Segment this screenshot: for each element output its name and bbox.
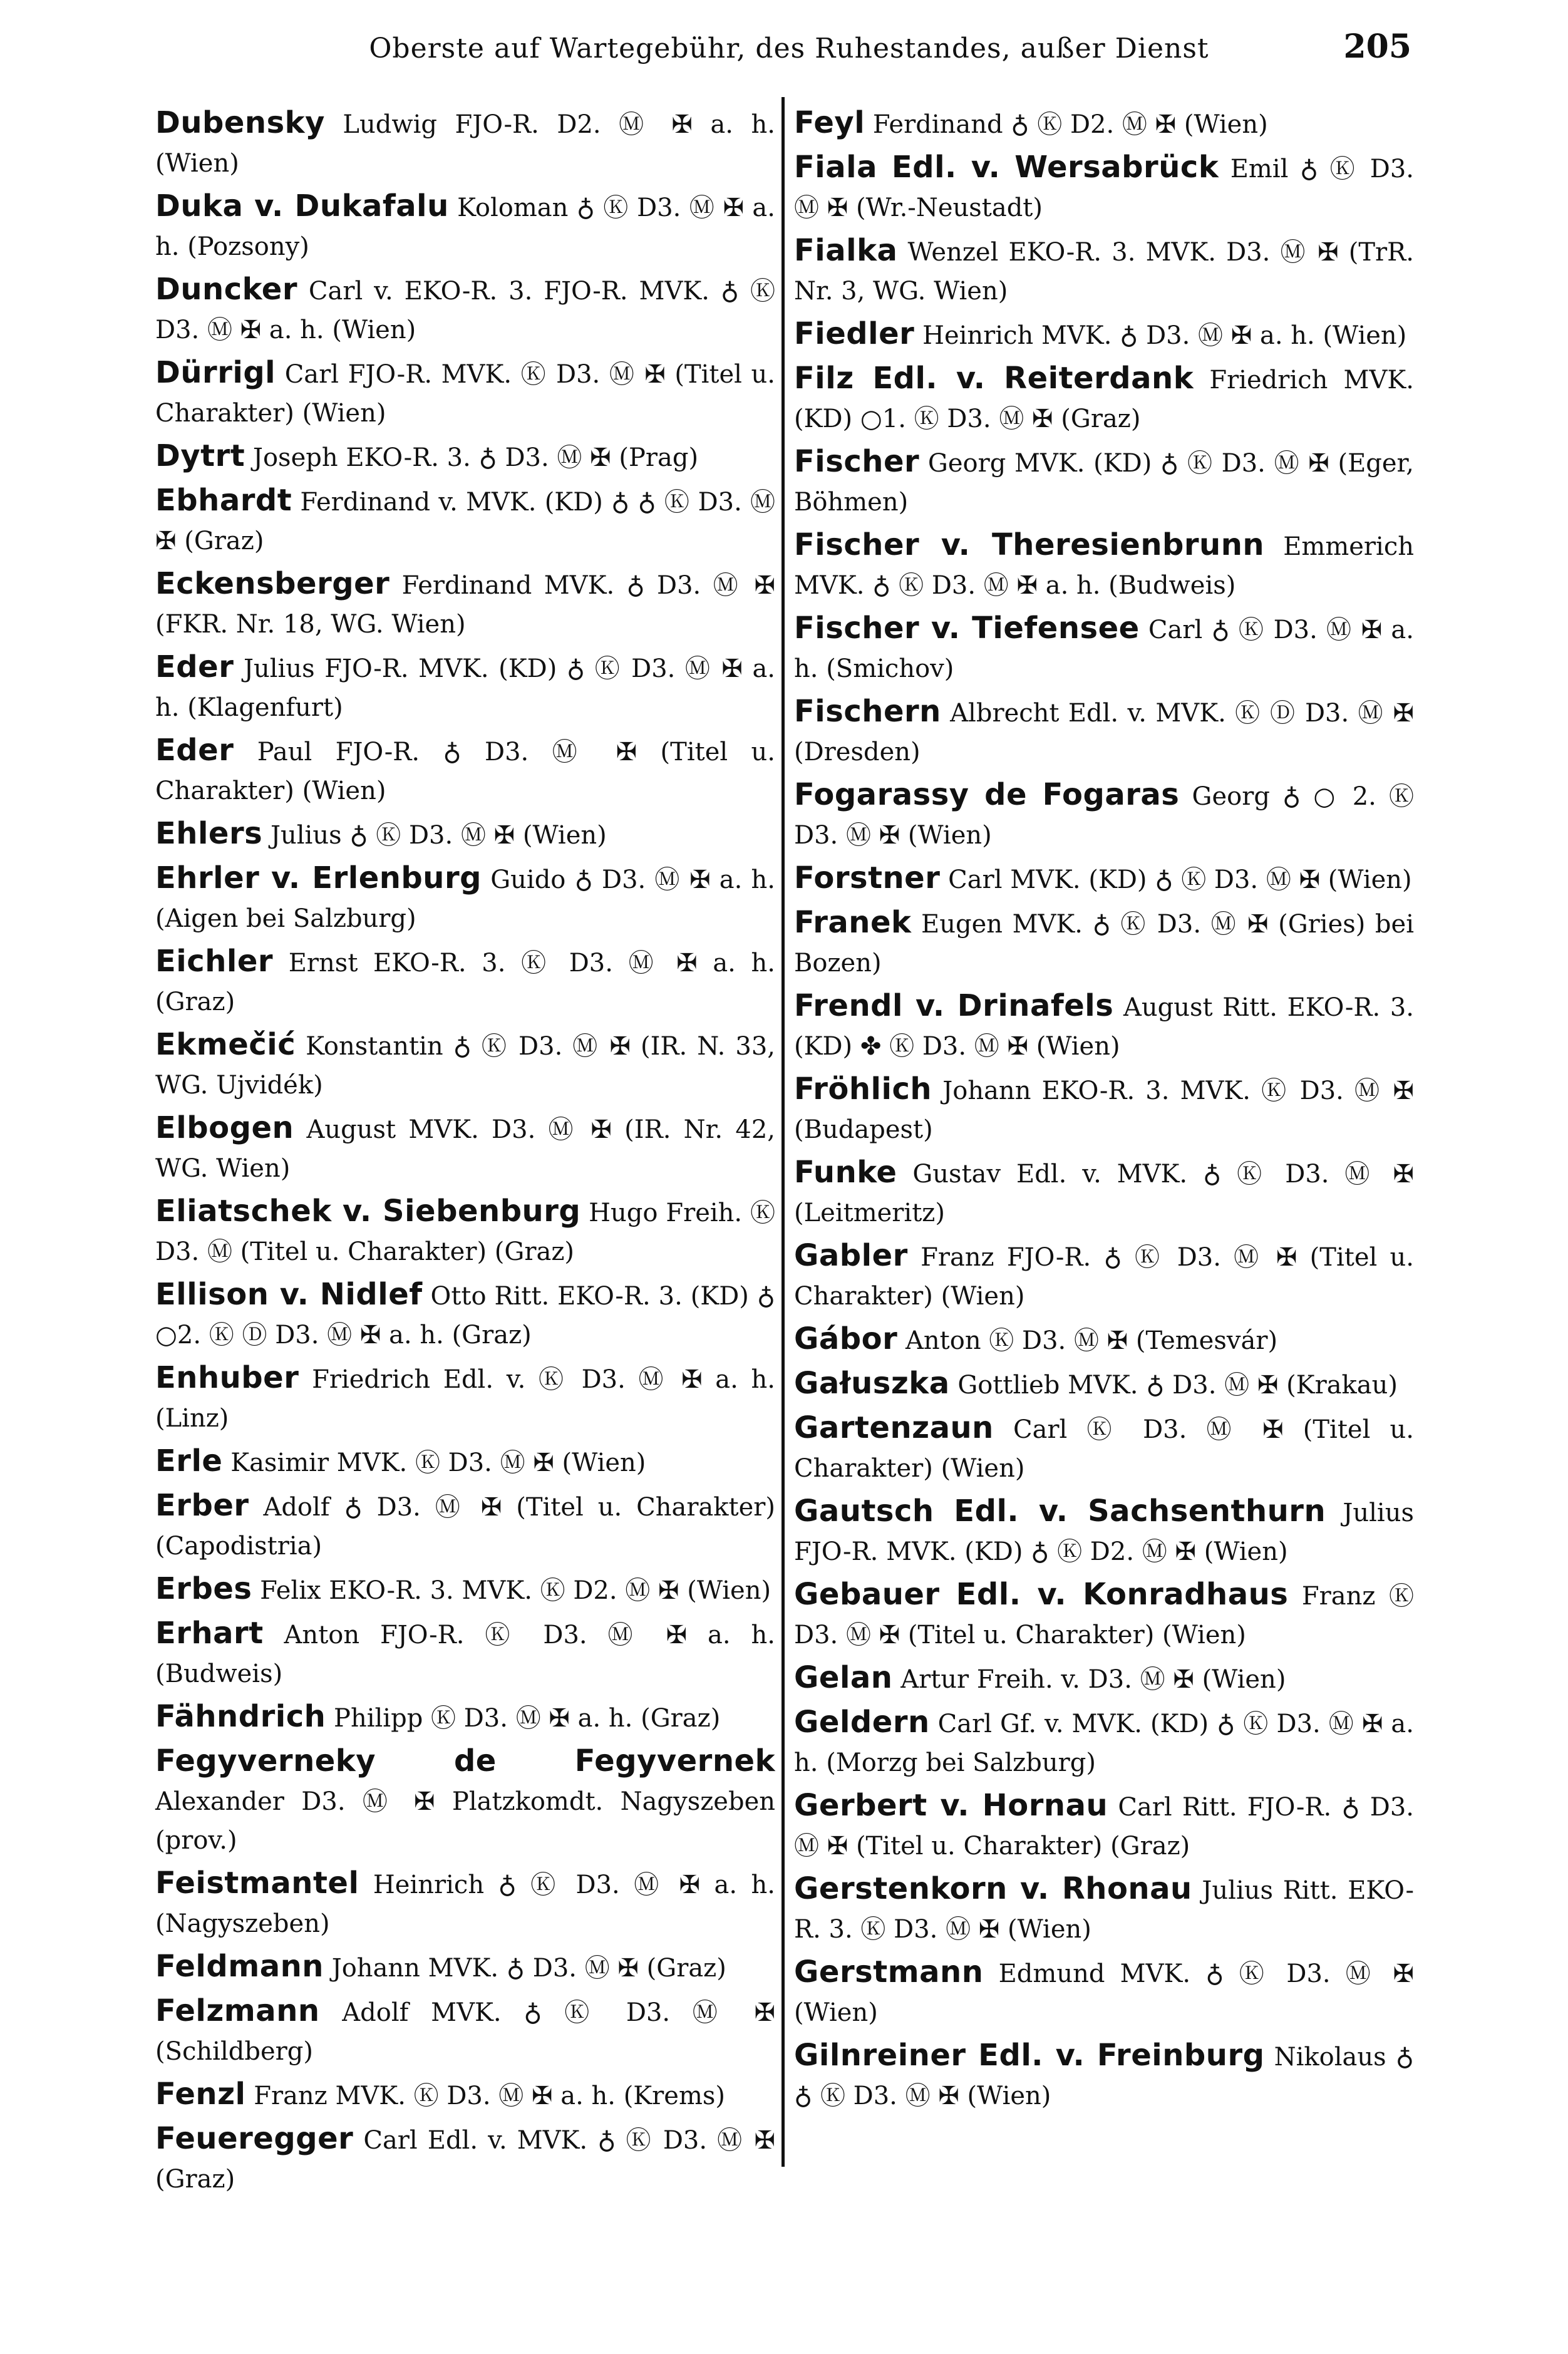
directory-entry — [155, 1864, 775, 1943]
entry-details: Friedrich Edl. v. Ⓚ D3. Ⓜ ✠ a. h. (Linz) — [155, 1365, 775, 1433]
entry-surname: Gerstenkorn v. Rhonau — [794, 1871, 1192, 1906]
entry-surname: Feueregger — [155, 2121, 354, 2156]
entry-details: Artur Freih. v. D3. Ⓜ ✠ (Wien) — [900, 1665, 1286, 1694]
entry-details: Kasimir MVK. Ⓚ D3. Ⓜ ✠ (Wien) — [230, 1448, 646, 1477]
directory-entry — [155, 859, 775, 938]
entry-details: Carl Ritt. FJO-R. ♁ D3. Ⓜ ✠ (Titel u. Charakter) (Graz) — [794, 1793, 1414, 1861]
entry-surname: Fröhlich — [794, 1071, 932, 1107]
directory-entry — [155, 1025, 775, 1105]
entry-surname: Ehlers — [155, 816, 263, 851]
entry-details: Emil ♁ Ⓚ D3. Ⓜ ✠ (Wr.-Neustadt) — [794, 155, 1414, 222]
entry-surname: Gelan — [794, 1660, 893, 1695]
directory-entry — [155, 2119, 775, 2199]
directory-entry — [794, 1869, 1414, 1949]
directory-entry — [794, 103, 1414, 144]
entry-surname: Elbogen — [155, 1110, 294, 1145]
entry-surname: Forstner — [794, 860, 941, 896]
entry-surname: Feistmantel — [155, 1866, 359, 1901]
entry-surname: Fiedler — [794, 316, 915, 351]
directory-entry — [155, 1742, 775, 1860]
entry-surname: Fogarassy de Fogaras — [794, 777, 1180, 812]
entry-surname: Filz Edl. v. Reiterdank — [794, 361, 1194, 396]
entry-details: Johann EKO-R. 3. MVK. Ⓚ D3. Ⓜ ✠ (Budapest) — [794, 1076, 1414, 1144]
entry-details: Felix EKO-R. 3. MVK. Ⓚ D2. Ⓜ ✠ (Wien) — [260, 1576, 771, 1605]
entry-surname: Feyl — [794, 105, 865, 140]
directory-entry — [794, 148, 1414, 227]
directory-entry — [155, 648, 775, 727]
directory-entry — [794, 1236, 1414, 1316]
entry-details: Johann MVK. ♁ D3. Ⓜ ✠ (Graz) — [331, 1954, 726, 1983]
entry-details: Nikolaus ♁ ♁ Ⓚ D3. Ⓜ ✠ (Wien) — [794, 2043, 1415, 2110]
directory-entry — [155, 1614, 775, 1693]
entry-details: Heinrich ♁ Ⓚ D3. Ⓜ ✠ a. h. (Nagyszeben) — [155, 1871, 775, 1938]
entry-surname: Eichler — [155, 944, 274, 979]
entry-surname: Duka v. Dukafalu — [155, 188, 449, 224]
entry-details: Gottlieb MVK. ♁ D3. Ⓜ ✠ (Krakau) — [957, 1371, 1398, 1400]
entry-details: Gustav Edl. v. MVK. ♁ Ⓚ D3. Ⓜ ✠ (Leitmeritz) — [794, 1160, 1414, 1227]
entry-details: Franz MVK. Ⓚ D3. Ⓜ ✠ a. h. (Krems) — [254, 2082, 726, 2110]
directory-entry — [794, 1658, 1414, 1699]
entry-surname: Gautsch Edl. v. Sachsenthurn — [794, 1494, 1326, 1529]
entry-surname: Dubensky — [155, 105, 325, 140]
directory-entry — [794, 609, 1414, 688]
directory-entry — [155, 270, 775, 349]
directory-entry — [155, 814, 775, 855]
directory-entry — [155, 1275, 775, 1355]
entry-surname: Ehrler v. Erlenburg — [155, 860, 482, 896]
entry-details: August MVK. D3. Ⓜ ✠ (IR. Nr. 42, WG. Wien) — [155, 1115, 776, 1183]
entry-surname: Franek — [794, 905, 912, 940]
entry-surname: Gebauer Edl. v. Konradhaus — [794, 1577, 1289, 1612]
directory-entry — [155, 731, 775, 810]
entry-details: Anton Ⓚ D3. Ⓜ ✠ (Temesvár) — [905, 1326, 1278, 1355]
entry-details: Emmerich MVK. ♁ Ⓚ D3. Ⓜ ✠ a. h. (Budweis) — [794, 532, 1415, 600]
right-column — [794, 103, 1414, 2119]
left-column — [155, 103, 775, 2202]
directory-entry — [155, 481, 775, 560]
entry-surname: Gilnreiner Edl. v. Freinburg — [794, 2038, 1265, 2073]
entry-surname: Erhart — [155, 1616, 264, 1651]
entry-surname: Eder — [155, 733, 234, 768]
entry-surname: Fiala Edl. v. Wersabrück — [794, 150, 1219, 185]
directory-entry — [794, 442, 1414, 522]
directory-entry — [794, 1319, 1414, 1360]
entry-details: Carl v. EKO-R. 3. FJO-R. MVK. ♁ Ⓚ D3. Ⓜ ✠ a. h. (Wien) — [155, 277, 775, 344]
directory-entry — [794, 692, 1414, 772]
entry-details: Ferdinand v. MVK. (KD) ♁ ♁ Ⓚ D3. Ⓜ ✠ (Graz) — [155, 488, 776, 555]
entry-details: Anton FJO-R. Ⓚ D3. Ⓜ ✠ a. h. (Budweis) — [155, 1621, 775, 1688]
entry-surname: Fischer v. Tiefensee — [794, 611, 1140, 646]
entry-surname: Fischer v. Theresienbrunn — [794, 527, 1265, 562]
entry-details: Ferdinand ♁ Ⓚ D2. Ⓜ ✠ (Wien) — [872, 110, 1268, 139]
entry-details: August Ritt. EKO-R. 3. (KD) ✤ Ⓚ D3. Ⓜ ✠ (Wien) — [794, 993, 1415, 1061]
entry-surname: Fähndrich — [155, 1699, 326, 1734]
directory-entry — [794, 231, 1414, 311]
entry-details: Carl MVK. (KD) ♁ Ⓚ D3. Ⓜ ✠ (Wien) — [948, 865, 1412, 894]
entry-surname: Ellison v. Nidlef — [155, 1277, 423, 1312]
entry-surname: Eder — [155, 649, 234, 684]
entry-surname: Gerbert v. Hornau — [794, 1788, 1108, 1823]
entry-surname: Feldmann — [155, 1949, 324, 1984]
entry-details: Wenzel EKO-R. 3. MVK. D3. Ⓜ ✠ (TrR. Nr. 3, WG. Wien) — [794, 238, 1414, 306]
entry-details: Adolf ♁ D3. Ⓜ ✠ (Titel u. Charakter) (Capodistria) — [155, 1493, 775, 1561]
directory-entry — [794, 903, 1414, 983]
directory-entry — [794, 775, 1414, 855]
entry-surname: Gábor — [794, 1321, 898, 1356]
directory-entry — [155, 1108, 775, 1188]
entry-details: Carl FJO-R. MVK. Ⓚ D3. Ⓜ ✠ (Titel u. Charakter) (Wien) — [155, 360, 776, 428]
entry-details: Julius FJO-R. MVK. (KD) ♁ Ⓚ D2. Ⓜ ✠ (Wien) — [794, 1499, 1414, 1566]
entry-details: Franz FJO-R. ♁ Ⓚ D3. Ⓜ ✠ (Titel u. Charakter) (Wien) — [794, 1243, 1414, 1311]
directory-entry — [794, 1070, 1414, 1149]
entry-details: Otto Ritt. EKO-R. 3. (KD) ♁ ○2. Ⓚ Ⓓ D3. Ⓜ ✠ a. h. (Graz) — [155, 1282, 775, 1350]
entry-surname: Ekmečić — [155, 1027, 296, 1062]
directory-entry — [155, 1192, 775, 1271]
entry-surname: Dürrigl — [155, 355, 276, 390]
entry-surname: Fenzl — [155, 2077, 246, 2112]
directory-entry — [155, 2075, 775, 2115]
entry-surname: Ebhardt — [155, 483, 292, 518]
directory-entry — [794, 2036, 1414, 2115]
entry-surname: Duncker — [155, 272, 297, 307]
entry-details: Paul FJO-R. ♁ D3. Ⓜ ✠ (Titel u. Charakter) (Wien) — [155, 738, 775, 805]
column-divider — [781, 97, 785, 2167]
entry-details: Koloman ♁ Ⓚ D3. Ⓜ ✠ a. h. (Pozsony) — [155, 194, 775, 261]
directory-entry — [155, 1442, 775, 1482]
entry-surname: Eliatschek v. Siebenburg — [155, 1194, 581, 1229]
directory-entry — [794, 1492, 1414, 1571]
entry-surname: Fischer — [794, 444, 920, 479]
directory-entry — [155, 564, 775, 644]
entry-surname: Fegyverneky de Fegyvernek — [155, 1743, 775, 1778]
entry-surname: Erber — [155, 1488, 249, 1523]
directory-entry — [794, 525, 1414, 605]
entry-surname: Erbes — [155, 1571, 252, 1606]
directory-entry — [155, 942, 775, 1021]
directory-entry — [155, 1486, 775, 1566]
entry-surname: Felzmann — [155, 1993, 320, 2028]
directory-entry — [794, 1153, 1414, 1232]
entry-surname: Dytrt — [155, 438, 245, 473]
directory-entry — [155, 353, 775, 433]
entry-surname: Eckensberger — [155, 566, 390, 601]
entry-details: Albrecht Edl. v. MVK. Ⓚ Ⓓ D3. Ⓜ ✠ (Dresden) — [794, 699, 1414, 767]
entry-surname: Funke — [794, 1155, 897, 1190]
entry-surname: Erle — [155, 1443, 223, 1479]
directory-entry — [794, 1575, 1414, 1655]
entry-surname: Gartenzaun — [794, 1410, 994, 1445]
entry-details: Julius FJO-R. MVK. (KD) ♁ Ⓚ D3. Ⓜ ✠ a. h. (Klagenfurt) — [155, 654, 776, 722]
directory-entry — [794, 986, 1414, 1066]
directory-entry — [794, 1703, 1414, 1782]
directory-entry — [794, 1408, 1414, 1488]
entry-details: Julius ♁ Ⓚ D3. Ⓜ ✠ (Wien) — [270, 821, 607, 850]
entry-details: Alexander D3. Ⓜ ✠ Platzkomdt. Nagyszeben (prov.) — [155, 1787, 775, 1855]
entry-surname: Fialka — [794, 233, 898, 268]
directory-entry — [155, 103, 775, 183]
directory-entry — [155, 1991, 775, 2071]
entry-surname: Gałuszka — [794, 1366, 950, 1401]
entry-details: Hugo Freih. Ⓚ D3. Ⓜ (Titel u. Charakter) (Graz) — [155, 1199, 776, 1266]
entry-details: Carl ♁ Ⓚ D3. Ⓜ ✠ a. h. (Smichov) — [794, 616, 1414, 683]
entry-details: Ferdinand MVK. ♁ D3. Ⓜ ✠ (FKR. Nr. 18, WG. Wien) — [155, 571, 775, 639]
entry-surname: Frendl v. Drinafels — [794, 988, 1114, 1023]
entry-details: Ludwig FJO-R. D2. Ⓜ ✠ a. h. (Wien) — [155, 110, 775, 178]
entry-surname: Fischern — [794, 694, 941, 729]
directory-entry — [155, 1697, 775, 1738]
directory-entry — [155, 1358, 775, 1438]
entry-details: Eugen MVK. ♁ Ⓚ D3. Ⓜ ✠ (Gries) bei Bozen) — [794, 910, 1415, 978]
directory-entry — [155, 436, 775, 477]
entry-details: Guido ♁ D3. Ⓜ ✠ a. h. (Aigen bei Salzburg) — [155, 865, 776, 933]
directory-entry — [794, 1953, 1414, 2032]
directory-entry — [155, 187, 775, 266]
entry-details: Georg MVK. (KD) ♁ Ⓚ D3. Ⓜ ✠ (Eger, Böhmen) — [794, 449, 1414, 517]
directory-entry — [794, 1364, 1414, 1405]
entry-details: Konstantin ♁ Ⓚ D3. Ⓜ ✠ (IR. N. 33, WG. Ujvidék) — [155, 1032, 775, 1100]
entry-surname: Enhuber — [155, 1360, 299, 1395]
entry-details: Carl Ⓚ D3. Ⓜ ✠ (Titel u. Charakter) (Wien) — [794, 1415, 1414, 1483]
directory-entry — [155, 1947, 775, 1988]
entry-details: Edmund MVK. ♁ Ⓚ D3. Ⓜ ✠ (Wien) — [794, 1959, 1414, 2027]
entry-details: Franz Ⓚ D3. Ⓜ ✠ (Titel u. Charakter) (Wien) — [794, 1582, 1415, 1649]
directory-entry — [794, 359, 1414, 438]
entry-details: Ernst EKO-R. 3. Ⓚ D3. Ⓜ ✠ a. h. (Graz) — [155, 949, 776, 1016]
entry-details: Adolf MVK. ♁ Ⓚ D3. Ⓜ ✠ (Schildberg) — [155, 1998, 776, 2066]
directory-entry — [794, 859, 1414, 899]
entry-surname: Geldern — [794, 1705, 930, 1740]
entry-details: Carl Gf. v. MVK. (KD) ♁ Ⓚ D3. Ⓜ ✠ a. h. (Morzg bei Salzburg) — [794, 1710, 1414, 1777]
page-number: 205 — [1343, 28, 1411, 66]
entry-details: Georg ♁ ○ 2. Ⓚ D3. Ⓜ ✠ (Wien) — [794, 782, 1414, 850]
entry-details: Philipp Ⓚ D3. Ⓜ ✠ a. h. (Graz) — [334, 1704, 721, 1733]
entry-details: Carl Edl. v. MVK. ♁ Ⓚ D3. Ⓜ ✠ (Graz) — [155, 2126, 775, 2194]
entry-details: Friedrich MVK. (KD) ○1. Ⓚ D3. Ⓜ ✠ (Graz) — [794, 366, 1415, 433]
directory-entry — [155, 1569, 775, 1610]
running-header: Oberste auf Wartegebühr, des Ruhestandes, außer Dienst — [369, 33, 1209, 65]
directory-entry — [794, 314, 1414, 355]
entry-details: Julius Ritt. EKO-R. 3. Ⓚ D3. Ⓜ ✠ (Wien) — [794, 1876, 1414, 1944]
entry-surname: Gabler — [794, 1238, 908, 1273]
entry-surname: Gerstmann — [794, 1954, 984, 1990]
directory-entry — [794, 1786, 1414, 1866]
entry-details: Heinrich MVK. ♁ D3. Ⓜ ✠ a. h. (Wien) — [922, 321, 1407, 350]
entry-details: Joseph EKO-R. 3. ♁ D3. Ⓜ ✠ (Prag) — [252, 443, 699, 472]
